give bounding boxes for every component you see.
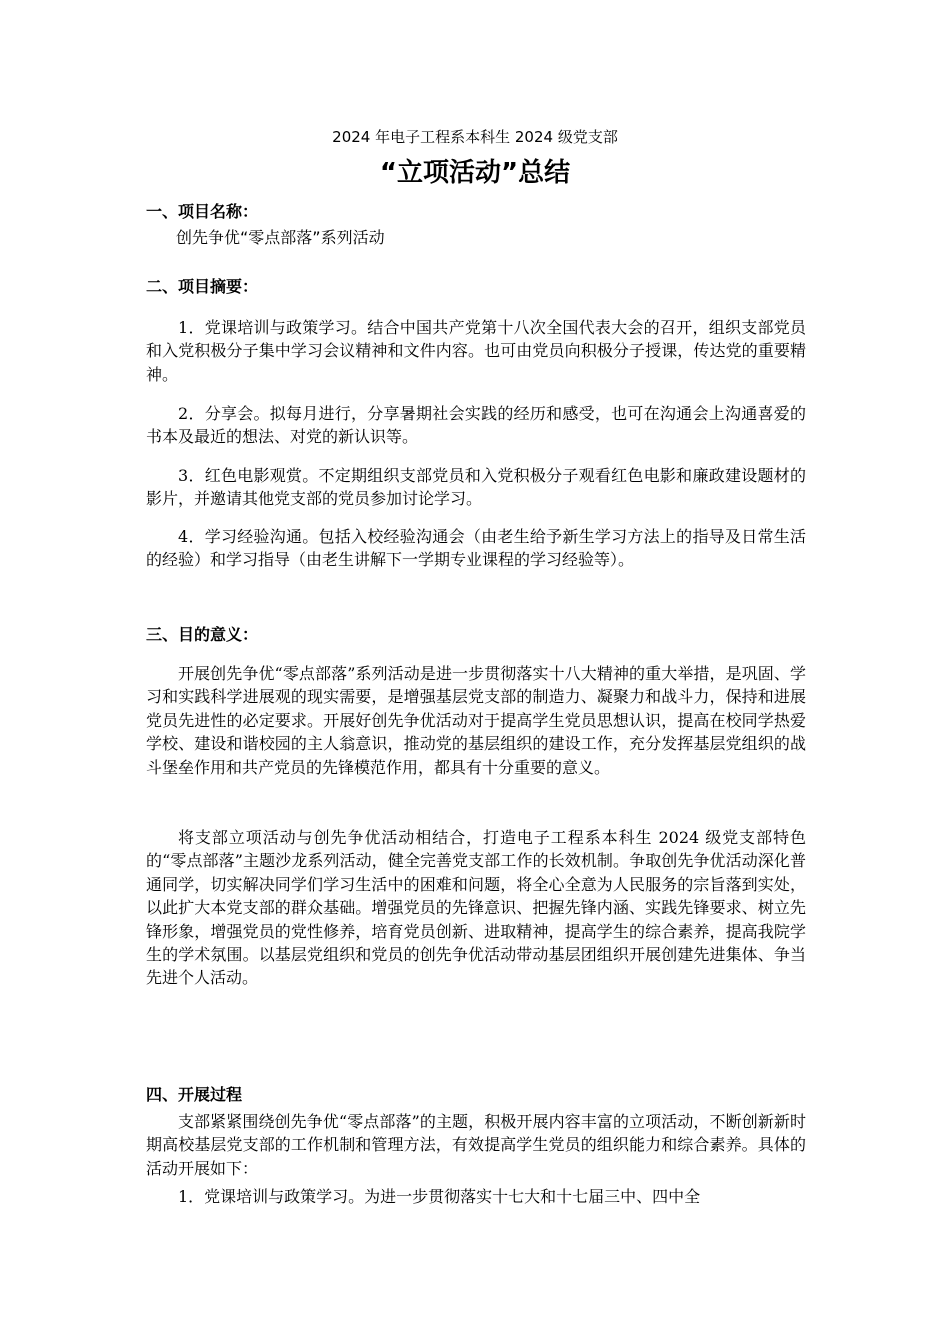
project-name: 创先争优“零点部落”系列活动	[176, 228, 385, 247]
section-3-heading: 三、目的意义：	[146, 625, 259, 644]
process-paragraph-1: 支部紧紧围绕创先争优“零点部落”的主题，积极开展内容丰富的立项活动，不断创新新时期高校基层党支部的工作机制和管理方法，有效提高学生党员的组织能力和综合素养。具体的活动开展如下：	[146, 1112, 806, 1178]
document-title: “立项活动”总结	[379, 158, 571, 188]
summary-item-3: 3．红色电影观赏。不定期组织支部党员和入党积极分子观看红色电影和廉政建设题材的影片，并邀请其他党支部的党员参加讨论学习。	[146, 466, 806, 509]
summary-item-1: 1．党课培训与政策学习。结合中国共产党第十八次全国代表大会的召开，组织支部党员和入党积极分子集中学习会议精神和文件内容。也可由党员向积极分子授课，传达党的重要精神。	[146, 318, 806, 384]
section-2-heading: 二、项目摘要：	[146, 277, 259, 296]
summary-item-4: 4．学习经验沟通。包括入校经验沟通会（由老生给予新生学习方法上的指导及日常生活的经验）和学习指导（由老生讲解下一学期专业课程的学习经验等）。	[146, 527, 806, 570]
document-subtitle: 2024 年电子工程系本科生 2024 级党支部	[332, 128, 618, 146]
purpose-paragraph-2: 将支部立项活动与创先争优活动相结合，打造电子工程系本科生 2024 级党支部特色的“零点部落”主题沙龙系列活动，健全完善党支部工作的长效机制。争取创先争优活动深化普通同学，切实解决同学们学习生活中的困难和问题，将全心全意为人民服务的宗旨落到实处，以此扩大本党支部的群众基础。增强党员的先锋意识、把握先锋内涵、实践先锋要求、树立先锋形象，增强党员的党性修养，培育党员创新、进取精神，提高学生的综合素养，提高我院学生的学术氛围。以基层党组织和党员的创先争优活动带动基层团组织开展创建先进集体、争当先进个人活动。	[146, 828, 806, 988]
purpose-paragraph-1: 开展创先争优“零点部落”系列活动是进一步贯彻落实十八大精神的重大举措，是巩固、学习和实践科学进展观的现实需要，是增强基层党支部的制造力、凝聚力和战斗力，保持和进展党员先进性的必定要求。开展好创先争优活动对于提高学生党员思想认识，提高在校同学热爱学校、建设和谐校园的主人翁意识，推动党的基层组织的建设工作，充分发挥基层党组织的战斗堡垒作用和共产党员的先锋模范作用，都具有十分重要的意义。	[146, 664, 806, 777]
section-4-heading: 四、开展过程	[146, 1085, 243, 1104]
section-1-heading: 一、项目名称：	[146, 202, 259, 221]
summary-item-2: 2．分享会。拟每月进行，分享暑期社会实践的经历和感受，也可在沟通会上沟通喜爱的书本及最近的想法、对党的新认识等。	[146, 404, 806, 447]
process-paragraph-2: 1．党课培训与政策学习。为进一步贯彻落实十七大和十七届三中、四中全	[178, 1187, 701, 1206]
